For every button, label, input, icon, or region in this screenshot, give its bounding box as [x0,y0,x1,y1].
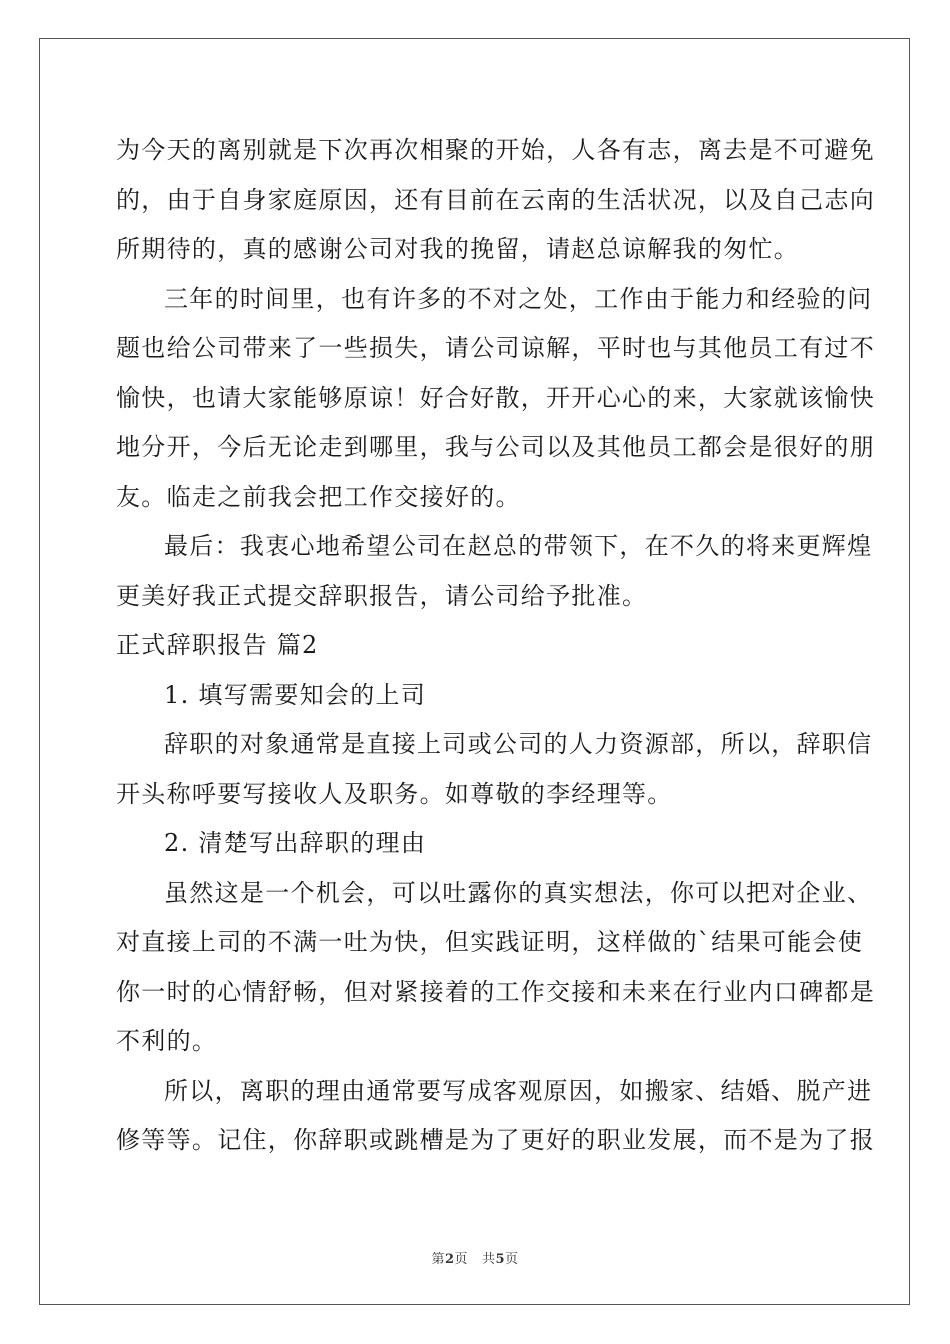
page-suffix: 页 [454,1252,469,1267]
text-line: 更美好我正式提交辞职报告，请公司给予批准。 [116,581,648,610]
page-prefix: 第 [431,1252,445,1267]
text-line: 开头称呼要写接收人及职务。如尊敬的李经理等。 [116,779,673,808]
paragraph-start: 三年的时间里，也有许多的不对之处，工作由于能力和经验的问 [164,284,873,313]
page-number: 2 [444,1252,455,1267]
paragraph-start: 所以，离职的理由通常要写成客观原因，如搬家、结婚、脱产进 [164,1076,873,1105]
paragraph-start: 虽然这是一个机会，可以吐露你的真实想法，你可以把对企业、 [164,878,873,907]
section-heading: 正式辞职报告 篇2 [116,631,319,659]
text-line: 的，由于自身家庭原因，还有目前在云南的生活状况，以及自己志向 [116,185,875,214]
paragraph-start: 辞职的对象通常是直接上司或公司的人力资源部，所以，辞职信 [164,730,873,758]
text-line: 所期待的，真的感谢公司对我的挽留，请赵总谅解我的匆忙。 [116,235,800,263]
page-footer [0,1248,950,1267]
text-line: 你一时的心情舒畅，但对紧接着的工作交接和未来在行业内口碑都是 [116,977,875,1006]
numbered-item: 2. 清楚写出辞职的理由 [164,829,427,857]
total-pages: 5 [495,1252,506,1267]
text-line: 地分开，今后无论走到哪里，我与公司以及其他员工都会是很好的朋 [116,433,875,461]
text-line: 友。临走之前我会把工作交接好的。 [116,482,521,511]
document-body [116,126,875,1166]
text-line: 愉快，也请大家能够原谅！好合好散，开开心心的来，大家就该愉快 [116,383,875,412]
text-line: 题也给公司带来了一些损失，请公司谅解，平时也与其他员工有过不 [116,334,875,362]
total-prefix: 共 [481,1252,496,1267]
text-line: 修等等。记住，你辞职或跳槽是为了更好的职业发展，而不是为了报 [116,1126,875,1154]
text-line: 不利的。 [116,1027,218,1055]
paragraph-start: 最后：我衷心地希望公司在赵总的带领下，在不久的将来更辉煌 [164,532,873,560]
total-suffix: 页 [505,1252,519,1267]
numbered-item: 1. 填写需要知会的上司 [164,680,427,709]
text-line: 为今天的离别就是下次再次相聚的开始，人各有志，离去是不可避免 [116,136,875,164]
text-line: 对直接上司的不满一吐为快，但实践证明，这样做的`结果可能会使 [116,928,863,956]
